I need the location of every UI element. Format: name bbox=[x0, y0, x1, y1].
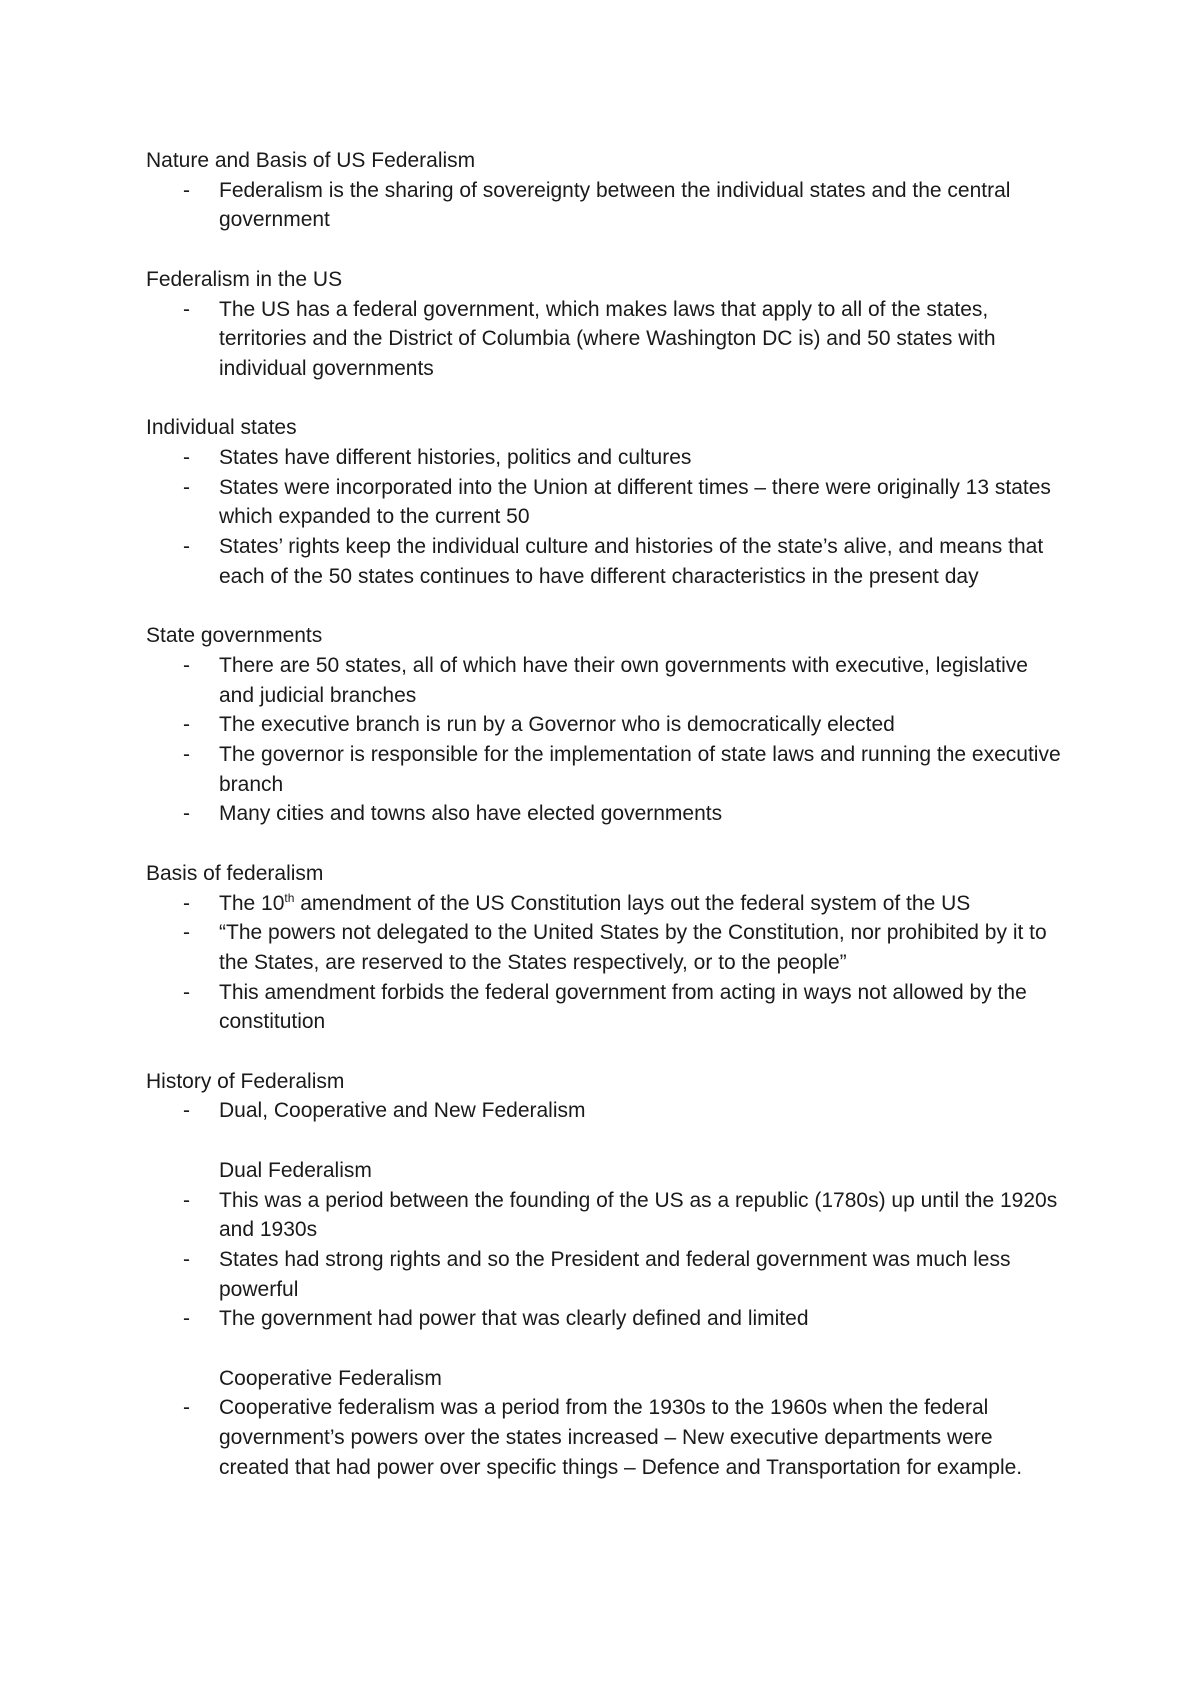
bullet-dash: - bbox=[183, 891, 190, 915]
list-item bbox=[146, 1304, 1066, 1334]
list-item-text: This amendment forbids the federal government from acting in ways not allowed by the constitution bbox=[219, 980, 1027, 1034]
bullet-dash: - bbox=[183, 1307, 190, 1331]
list-item bbox=[146, 1186, 1066, 1245]
bullet-dash: - bbox=[183, 1396, 190, 1420]
bullet-list bbox=[146, 1393, 1066, 1482]
list-item-text: Dual, Cooperative and New Federalism bbox=[219, 1099, 586, 1123]
list-item-text: States were incorporated into the Union at different times – there were originally 13 states which expanded to the current 50 bbox=[219, 475, 1051, 529]
list-item-text: There are 50 states, all of which have their own governments with executive, legislative and judicial branches bbox=[219, 653, 1028, 707]
list-item bbox=[146, 889, 1066, 919]
section-individual-states bbox=[146, 413, 1066, 591]
list-item bbox=[146, 1245, 1066, 1304]
bullet-dash: - bbox=[183, 297, 190, 321]
bullet-dash: - bbox=[183, 178, 190, 202]
bullet-dash: - bbox=[183, 1247, 190, 1271]
section-heading: Basis of federalism bbox=[146, 861, 324, 885]
bullet-dash: - bbox=[183, 653, 190, 677]
list-item-text: States’ rights keep the individual culture and histories of the state’s alive, and means that each of the 50 states continues to have different characteristics in the present day bbox=[219, 535, 1044, 588]
list-item bbox=[146, 1393, 1066, 1482]
list-item bbox=[146, 740, 1066, 799]
section-heading: Individual states bbox=[146, 416, 297, 440]
section-heading: State governments bbox=[146, 624, 323, 648]
list-item bbox=[146, 176, 1066, 235]
ordinal-superscript: th bbox=[284, 890, 295, 905]
section-heading: Nature and Basis of US Federalism bbox=[146, 149, 476, 172]
list-item-text: This was a period between the founding of the US as a republic (1780s) up until the 1920s and 1930s bbox=[219, 1188, 1058, 1242]
list-item-text-after-sup: amendment of the US Constitution lays out the federal system of the US bbox=[294, 891, 971, 915]
list-item-text: The US has a federal government, which makes laws that apply to all of the states, territories and the District of Columbia (where Washington DC is) and 50 states with individual governments bbox=[219, 297, 996, 380]
bullet-dash: - bbox=[183, 446, 190, 469]
list-item-text: States have different histories, politics and cultures bbox=[219, 446, 692, 469]
bullet-dash: - bbox=[183, 743, 190, 767]
list-item-text: The governor is responsible for the implementation of state laws and running the executive branch bbox=[219, 743, 1061, 796]
list-item bbox=[146, 443, 1066, 473]
list-item bbox=[146, 978, 1066, 1037]
bullet-list bbox=[146, 1186, 1066, 1335]
list-item-text-before-sup: The 10 bbox=[219, 891, 285, 915]
subsection-heading-dual: Dual Federalism bbox=[219, 1158, 372, 1182]
bullet-list bbox=[146, 651, 1066, 829]
subsection-heading-cooperative: Cooperative Federalism bbox=[219, 1366, 442, 1390]
bullet-dash: - bbox=[183, 802, 190, 826]
section-federalism-in-us bbox=[146, 265, 1066, 384]
bullet-list bbox=[146, 889, 1066, 1038]
list-item bbox=[146, 710, 1066, 740]
list-item-text: Many cities and towns also have elected governments bbox=[219, 802, 723, 826]
section-basis-of-federalism bbox=[146, 859, 1066, 1037]
section-heading: Federalism in the US bbox=[146, 267, 343, 291]
list-item-text: The executive branch is run by a Governor who is democratically elected bbox=[219, 713, 895, 737]
bullet-list bbox=[146, 1096, 1066, 1126]
section-history-of-federalism bbox=[146, 1067, 1066, 1483]
bullet-dash: - bbox=[183, 1188, 190, 1212]
list-item bbox=[146, 473, 1066, 532]
list-item bbox=[146, 918, 1066, 977]
list-item-text: Cooperative federalism was a period from the 1930s to the 1960s when the federal government’s powers over the states increased – New executive departments were created that had power over specific things – Defence and Transportation for example. bbox=[219, 1396, 1023, 1479]
section-nature-and-basis bbox=[146, 146, 1066, 235]
list-item bbox=[146, 532, 1066, 591]
list-item-text: “The powers not delegated to the United States by the Constitution, nor prohibited by it to the States, are reserved to the States respectively, or to the people” bbox=[219, 921, 1047, 974]
list-item bbox=[146, 295, 1066, 384]
bullet-list bbox=[146, 176, 1066, 235]
list-item-text: The government had power that was clearly defined and limited bbox=[219, 1307, 809, 1331]
list-item-text: Federalism is the sharing of sovereignty between the individual states and the central government bbox=[219, 178, 1011, 232]
list-item bbox=[146, 799, 1066, 829]
bullet-dash: - bbox=[183, 1099, 190, 1123]
bullet-dash: - bbox=[183, 713, 190, 737]
bullet-dash: - bbox=[183, 921, 190, 945]
section-state-governments bbox=[146, 621, 1066, 829]
list-item-text: States had strong rights and so the President and federal government was much less powerful bbox=[219, 1247, 1011, 1301]
bullet-dash: - bbox=[183, 535, 190, 559]
bullet-dash: - bbox=[183, 980, 190, 1004]
section-heading: History of Federalism bbox=[146, 1069, 345, 1093]
list-item bbox=[146, 1096, 1066, 1126]
bullet-list bbox=[146, 295, 1066, 384]
bullet-list bbox=[146, 443, 1066, 592]
bullet-dash: - bbox=[183, 475, 190, 499]
list-item bbox=[146, 651, 1066, 710]
document-body bbox=[146, 146, 1066, 1512]
